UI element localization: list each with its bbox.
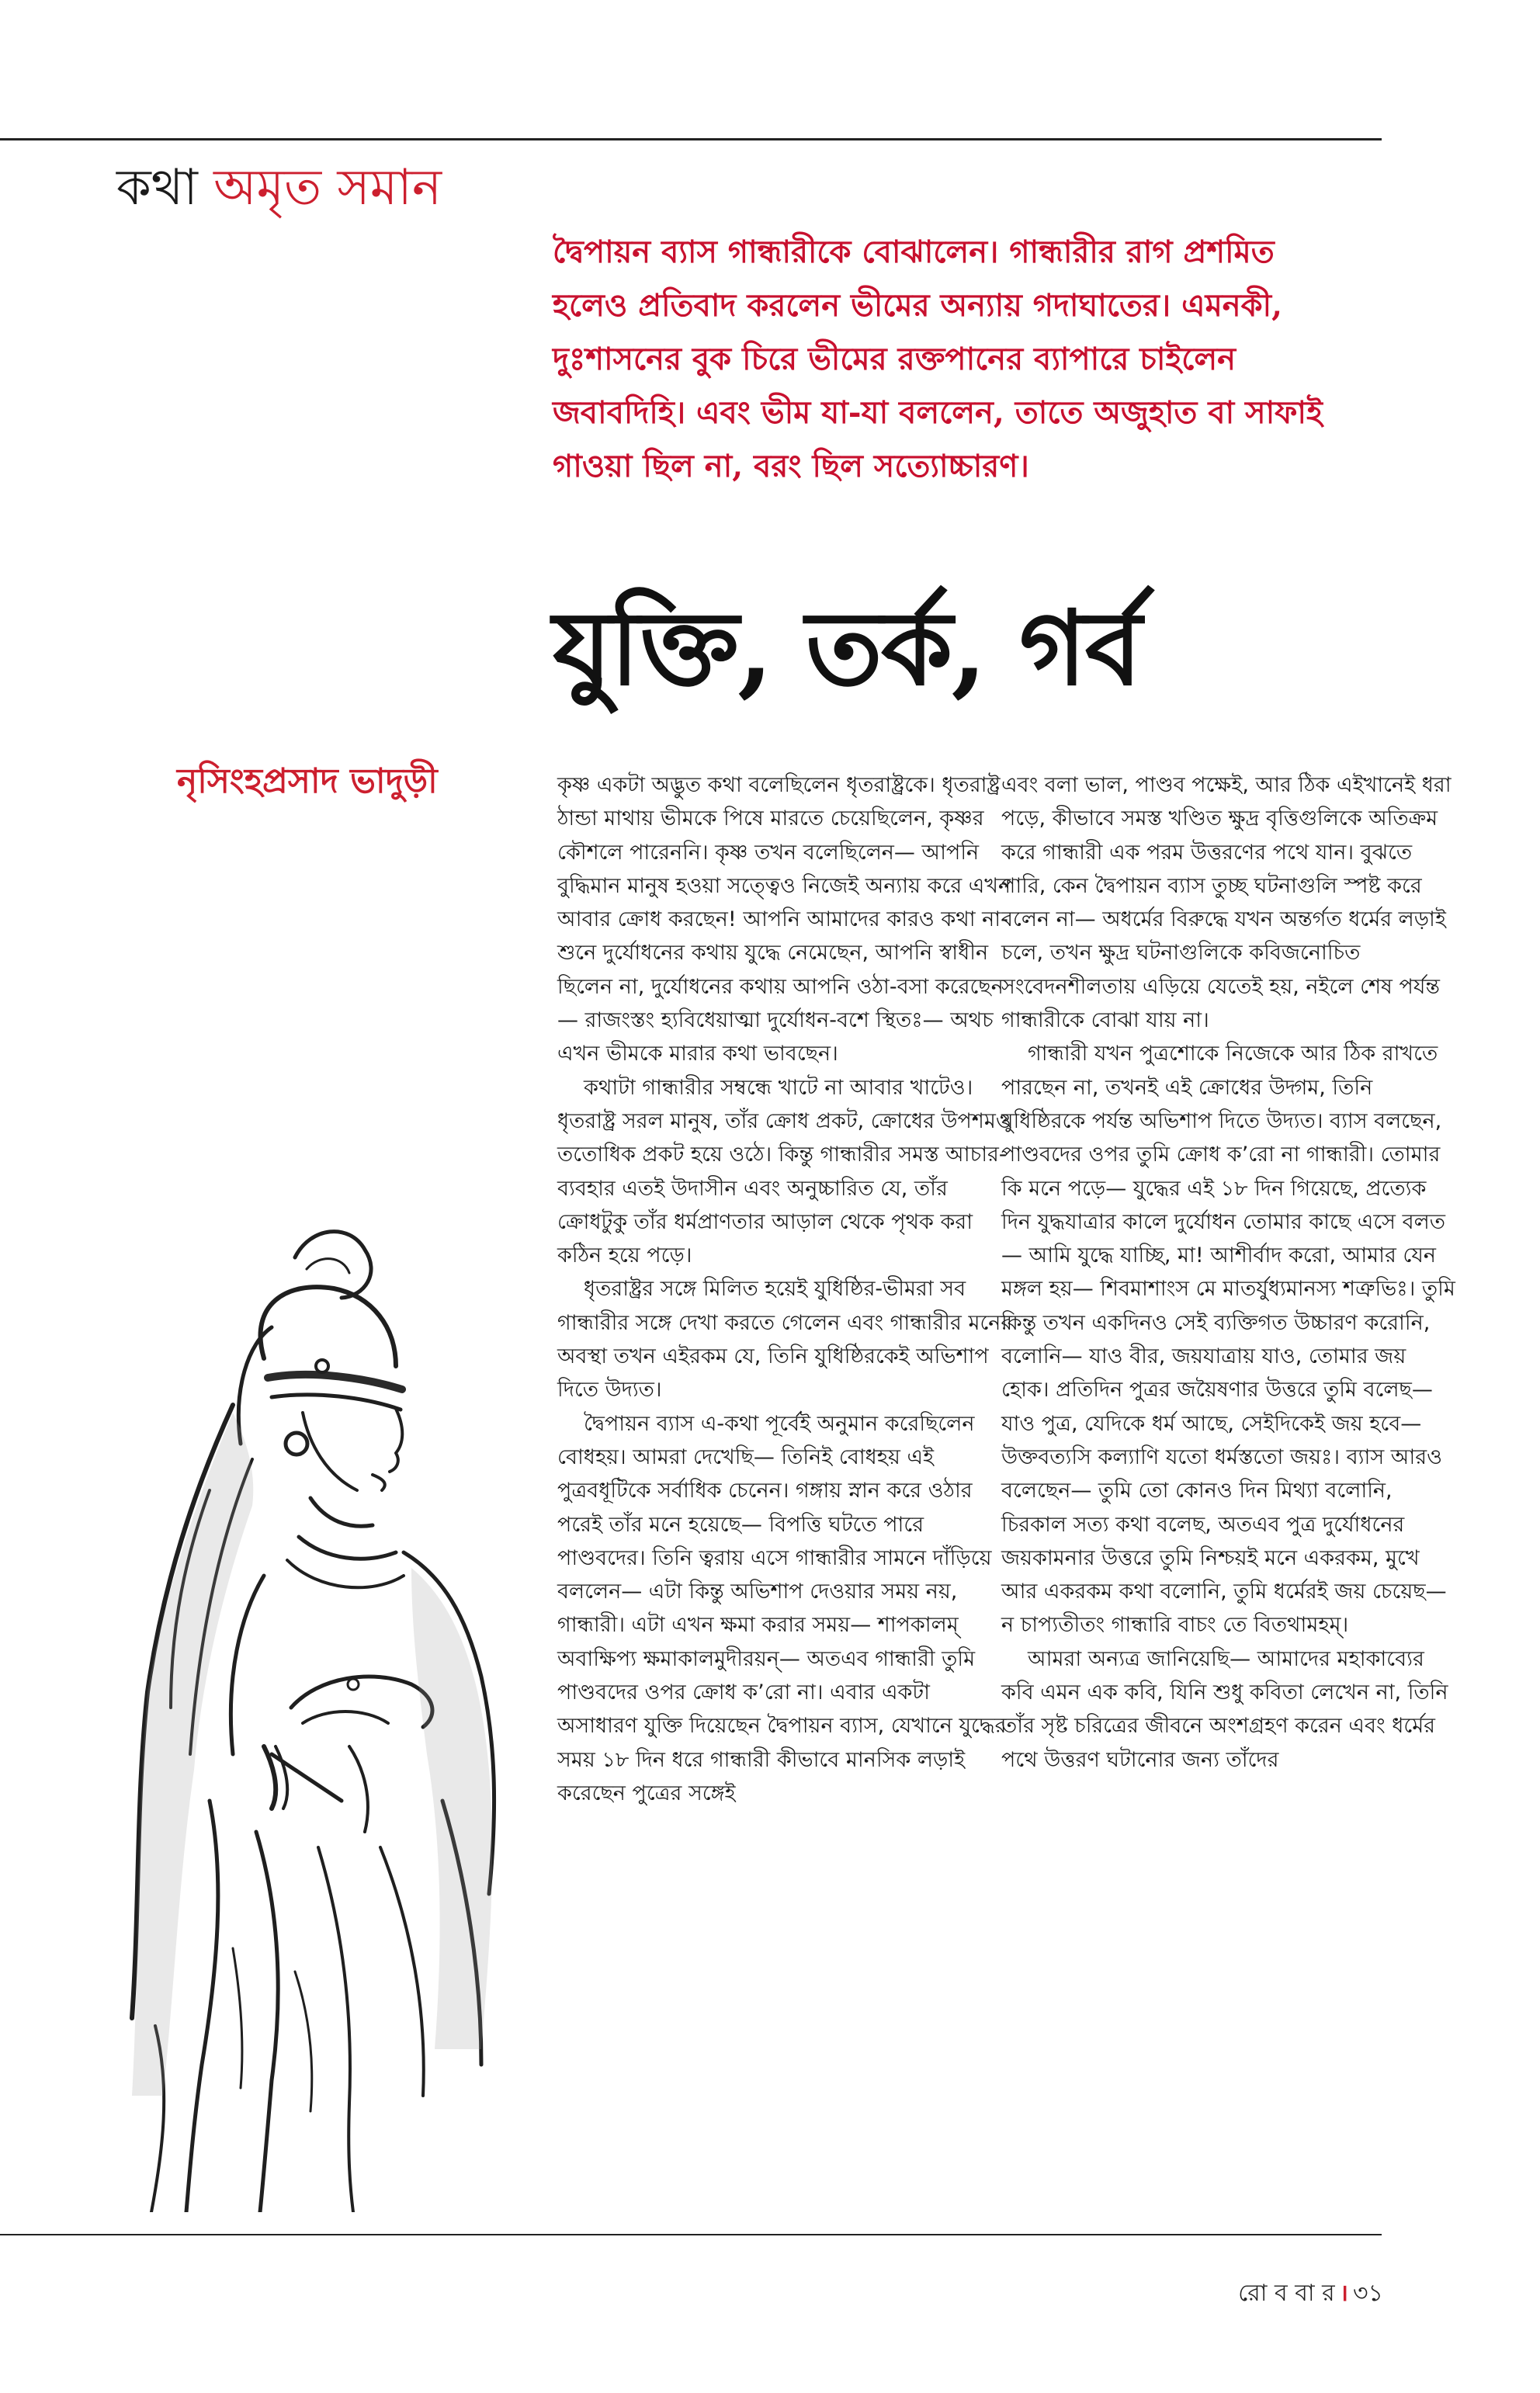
paragraph: কথাটা গান্ধারীর সম্বন্ধে খাটে না আবার খাটেও। ধৃতরাষ্ট্র সরল মানুষ, তাঁর ক্রোধ প্রকট, ক্রোধের উপশমও ততোধিক প্রকট হয়ে ওঠে। কিন্তু গান্ধারীর সমস্ত আচার-ব্যবহার এতই উদাসীন এবং অনুচ্চারিত যে, তাঁর ক্রোধটুকু তাঁর ধর্মপ্রাণতার আড়াল থেকে পৃথক করা কঠিন হয়ে পড়ে। (557, 1075, 1011, 1268)
top-rule (0, 138, 1382, 140)
paragraph: কৃষ্ণ একটা অদ্ভুত কথা বলেছিলেন ধৃতরাষ্ট্রকে। ধৃতরাষ্ট্র ঠান্ডা মাথায় ভীমকে পিষে মারতে চেয়েছিলেন, কৃষ্ণর কৌশলে পারেননি। কৃষ্ণ তখন বলেছিলেন— আপনি বুদ্ধিমান মানুষ হওয়া সত্ত্বেও নিজেই অন্যায় করে এখন আবার ক্রোধ করছেন! আপনি আমাদের কারও কথা না-শুনে দুর্যোধনের কথায় যুদ্ধে নেমেছেন, আপনি স্বাধীন ছিলেন না, দুর্যোধনের কথায় আপনি ওঠা-বসা করেছেন— রাজংস্তং হ্যবিধেয়াত্মা দুর্যোধন-বশে স্থিতঃ— অথচ এখন ভীমকে মারার কথা ভাবছেন। (557, 773, 1011, 1066)
page-footer (1238, 2282, 1383, 2305)
page-number: ৩১ (1353, 2280, 1383, 2307)
paragraph: এবং বলা ভাল, পাণ্ডব পক্ষেই, আর ঠিক এইখানেই ধরা পড়ে, কীভাবে সমস্ত খণ্ডিত ক্ষুদ্র বৃত্তিগুলিকে অতিক্রম করে গান্ধারী এক পরম উত্তরণের পথে যান। বুঝতে পারি, কেন দ্বৈপায়ন ব্যাস তুচ্ছ ঘটনাগুলি স্পষ্ট করে বলেন না— অধর্মের বিরুদ্ধে যখন অন্তর্গত ধর্মের লড়াই চলে, তখন ক্ষুদ্র ঘটনাগুলিকে কবিজনোচিত সংবেদনশীলতায় এড়িয়ে যেতেই হয়, নইলে শেষ পর্যন্ত গান্ধারীকে বোঝা যায় না। (1001, 773, 1452, 1033)
bottom-rule (0, 2234, 1382, 2235)
magazine-name: রো ব বা র (1238, 2280, 1335, 2307)
author-byline: নৃসিংহপ্রসাদ ভাদুড়ী (177, 761, 438, 801)
paragraph: ধৃতরাষ্ট্রর সঙ্গে মিলিত হয়েই যুধিষ্ঠির-ভীমরা সব গান্ধারীর সঙ্গে দেখা করতে গেলেন এবং গান্ধারীর মনের অবস্থা তখন এইরকম যে, তিনি যুধিষ্ঠিরকেই অভিশাপ দিতে উদ্যত। (557, 1277, 1013, 1403)
intro-standfirst: দ্বৈপায়ন ব্যাস গান্ধারীকে বোঝালেন। গান্ধারীর রাগ প্রশমিত হলেও প্রতিবাদ করলেন ভীমের অন্যায় গদাঘাতের। এমনকী, দুঃশাসনের বুক চিরে ভীমের রক্তপানের ব্যাপারে চাইলেন জবাবদিহি। এবং ভীম যা-যা বললেন, তাতে অজুহাত বা সাফাই গাওয়া ছিল না, বরং ছিল সত্যোচ্চারণ। (553, 234, 1323, 484)
section-word-1: কথা (116, 159, 198, 217)
paragraph: গান্ধারী যখন পুত্রশোকে নিজেকে আর ঠিক রাখতে পারছেন না, তখনই এই ক্রোধের উদ্গম, তিনি যুধিষ্ঠিরকে পর্যন্ত অভিশাপ দিতে উদ্যত। ব্যাস বলছেন, পাণ্ডবদের ওপর তুমি ক্রোধ ক’রো না গান্ধারী। তোমার কি মনে পড়ে— যুদ্ধের এই ১৮ দিন গিয়েছে, প্রত্যেক দিন যুদ্ধযাত্রার কালে দুর্যোধন তোমার কাছে এসে বলত— আমি যুদ্ধে যাচ্ছি, মা! আশীর্বাদ করো, আমার যেন মঙ্গল হয়— শিবমাশাংস মে মাতর্যুধ্যমানস্য শত্রুভিঃ। তুমি কিন্তু তখন একদিনও সেই ব্যক্তিগত উচ্চারণ করোনি, বলোনি— যাও বীর, জয়যাত্রায় যাও, তোমার জয় হোক। প্রতিদিন পুত্রর জয়ৈষণার উত্তরে তুমি বলেছ— যাও পুত্র, যেদিকে ধর্ম আছে, সেইদিকেই জয় হবে— উক্তবত্যসি কল্যাণি যতো ধর্মস্ততো জয়ঃ। ব্যাস আরও বলেছেন— তুমি তো কোনও দিন মিথ্যা বলোনি, চিরকাল সত্য কথা বলেছ, অতএব পুত্র দুর্যোধনের জয়কামনার উত্তরে তুমি নিশ্চয়ই মনে একরকম, মুখে আর একরকম কথা বলোনি, তুমি ধর্মেরই জয় চেয়েছ— ন চাপ্যতীতং গান্ধারি বাচং তে বিতথামহম্। (1001, 1042, 1455, 1638)
article-column-2 (1001, 768, 1459, 1777)
section-header (116, 159, 442, 217)
section-word-2: অমৃত সমান (213, 159, 442, 217)
paragraph: আমরা অন্যত্র জানিয়েছি— আমাদের মহাকাব্যের কবি এমন এক কবি, যিনি শুধু কবিতা লেখেন না, তিনি তাঁর সৃষ্ট চরিত্রের জীবনে অংশগ্রহণ করেন এবং ধর্মের পথে উত্তরণ ঘটানোর জন্য তাঁদের (1001, 1646, 1448, 1772)
gandhari-illustration (116, 1211, 520, 2212)
article-column-1 (557, 768, 1015, 1810)
footer-separator: । (1339, 2280, 1349, 2307)
article-title: যুক্তি, তর্ক, গর্ব (553, 588, 1141, 709)
paragraph: দ্বৈপায়ন ব্যাস এ-কথা পূর্বেই অনুমান করেছিলেন বোধহয়। আমরা দেখেছি— তিনিই বোধহয় এই পুত্রবধূটিকে সর্বাধিক চেনেন। গঙ্গায় স্নান করে ওঠার পরেই তাঁর মনে হয়েছে— বিপত্তি ঘটতে পারে পাণ্ডবদের। তিনি ত্বরায় এসে গান্ধারীর সামনে দাঁড়িয়ে বললেন— এটা কিন্তু অভিশাপ দেওয়ার সময় নয়, গান্ধারী। এটা এখন ক্ষমা করার সময়— শাপকালম্ অবাক্ষিপ্য ক্ষমাকালমুদীরয়ন্— অতএব গান্ধারী তুমি পাণ্ডবদের ওপর ক্রোধ ক’রো না। এবার একটা অসাধারণ যুক্তি দিয়েছেন দ্বৈপায়ন ব্যাস, যেখানে যুদ্ধের সময় ১৮ দিন ধরে গান্ধারী কীভাবে মানসিক লড়াই করেছেন পুত্রের সঙ্গেই (557, 1411, 1007, 1805)
